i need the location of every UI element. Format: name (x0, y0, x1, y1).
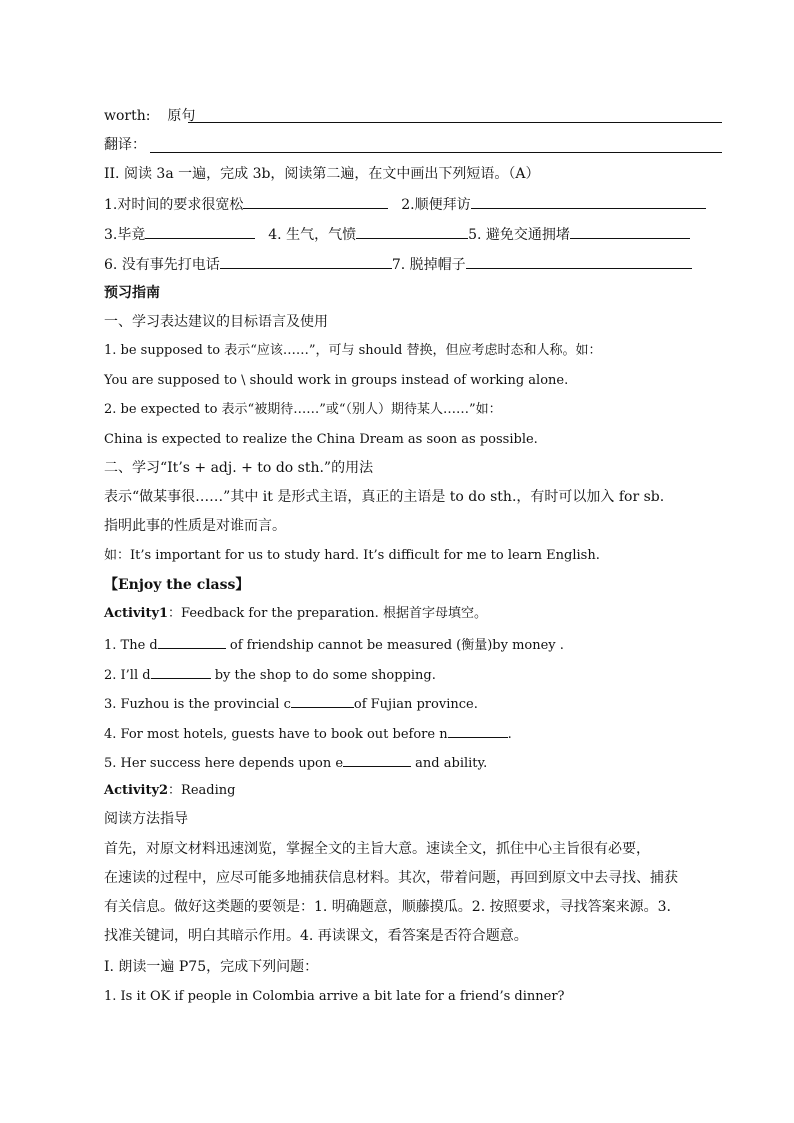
phrase-7: 7. 脱掉帽子 (391, 257, 466, 273)
original-sentence-label: 原句 (167, 108, 196, 124)
reading-question-1: 1. Is it OK if people in Colombia arrive a bit late for a friend’s dinner? (104, 989, 565, 1004)
question-3 (104, 693, 478, 715)
guide-item-2: 2. be expected to 表示“被期待……”或“（别人）期待某人……”如： (104, 402, 502, 417)
worth-line (104, 106, 195, 126)
phrase-row-2 (104, 224, 690, 245)
phrase-3: 3.毕竟 (104, 227, 146, 243)
reading-method-line-1: 首先，对原文材料迅速浏览，掌握全文的主旨大意。速读全文，抓住中心主旨很有必要， (104, 841, 650, 857)
phrase-6-blank[interactable] (220, 254, 392, 269)
question-3-text-a: 3. Fuzhou is the provincial c (104, 697, 291, 712)
phrase-6: 6. 没有事先打电话 (104, 257, 220, 273)
phrase-2-blank[interactable] (471, 194, 706, 209)
question-1-text-b: of friendship cannot be measured (衡量)by money . (225, 638, 564, 653)
phrase-5: 5. 避免交通拥堵 (468, 227, 570, 243)
reading-method-line-4: 找准关键词，明白其暗示作用。4. 再读课文，看答案是否符合题意。 (104, 928, 528, 944)
section-ii-instruction: II. 阅读 3a 一遍，完成 3b，阅读第二遍，在文中画出下列短语。（A） (104, 166, 540, 182)
guide-example-1: You are supposed to \ should work in groups instead of working alone. (104, 373, 569, 388)
question-1-text-a: 1. The d (104, 638, 158, 653)
reading-method-title: 阅读方法指导 (104, 811, 188, 827)
translation-blank[interactable] (150, 152, 722, 153)
phrase-7-blank[interactable] (466, 254, 692, 269)
question-5 (104, 752, 487, 774)
phrase-4-blank[interactable] (356, 224, 468, 239)
guide-paragraph-1: 表示“做某事很……”其中 it 是形式主语，真正的主语是 to do sth.，有时可以加入 for sb. (104, 489, 665, 505)
enjoy-header: 【Enjoy the class】 (104, 577, 250, 593)
question-5-blank[interactable] (343, 752, 411, 767)
reading-method-line-3: 有关信息。做好这类题的要领是：1. 明确题意，顺藤摸瓜。2. 按照要求，寻找答案来源。3. (104, 899, 671, 915)
activity-1-title: Activity1 (104, 606, 169, 621)
question-4-blank[interactable] (448, 723, 508, 738)
question-4 (104, 723, 512, 745)
guide-title: 预习指南 (104, 285, 160, 301)
question-2-text-a: 2. I’ll d (104, 668, 151, 683)
question-2 (104, 664, 436, 686)
guide-paragraph-2: 指明此事的性质是对谁而言。 (104, 518, 286, 534)
translation-label: 翻译： (104, 137, 146, 153)
phrase-row-3 (104, 254, 692, 275)
guide-section-1: 一、学习表达建议的目标语言及使用 (104, 314, 328, 330)
question-2-text-b: by the shop to do some shopping. (210, 668, 436, 683)
guide-section-2: 二、学习“It’s + adj. + to do sth.”的用法 (104, 460, 374, 476)
question-1 (104, 634, 564, 656)
question-4-text-b: . (507, 727, 512, 742)
phrase-2: 2.顺便拜访 (401, 197, 471, 213)
question-3-blank[interactable] (291, 693, 354, 708)
question-2-blank[interactable] (151, 664, 211, 679)
phrase-1-blank[interactable] (243, 194, 388, 209)
phrase-4: 4. 生气，气愤 (268, 227, 357, 243)
phrase-5-blank[interactable] (570, 224, 690, 239)
activity-2-title: Activity2 (104, 783, 169, 798)
activity-2-text: ：Reading (168, 783, 236, 798)
question-1-blank[interactable] (158, 634, 226, 649)
guide-example-2: China is expected to realize the China Dream as soon as possible. (104, 432, 538, 447)
question-4-text-a: 4. For most hotels, guests have to book out before n (104, 727, 448, 742)
phrase-3-blank[interactable] (145, 224, 255, 239)
phrase-row-1 (104, 194, 706, 215)
guide-example-3: 如：It’s important for us to study hard. It’s difficult for me to learn English. (104, 548, 600, 563)
activity-2-line (104, 781, 235, 801)
activity-1-text: ：Feedback for the preparation. 根据首字母填空。 (168, 606, 487, 621)
phrase-1: 1.对时间的要求很宽松 (104, 197, 244, 213)
guide-item-1: 1. be supposed to 表示“应该……”，可与 should 替换，但应考虑时态和人称。如： (104, 343, 602, 358)
translation-line (104, 135, 146, 155)
reading-method-line-2: 在速读的过程中，应尽可能多地捕获信息材料。其次，带着问题，再回到原文中去寻找、捕获 (104, 870, 678, 886)
activity-1-line (104, 604, 487, 624)
question-3-text-b: of Fujian province. (353, 697, 478, 712)
worth-label: worth: (104, 108, 151, 124)
reading-task-title: I. 朗读一遍 P75，完成下列问题： (104, 959, 319, 975)
original-sentence-blank[interactable] (188, 122, 722, 123)
question-5-text-a: 5. Her success here depends upon e (104, 756, 344, 771)
question-5-text-b: and ability. (411, 756, 488, 771)
